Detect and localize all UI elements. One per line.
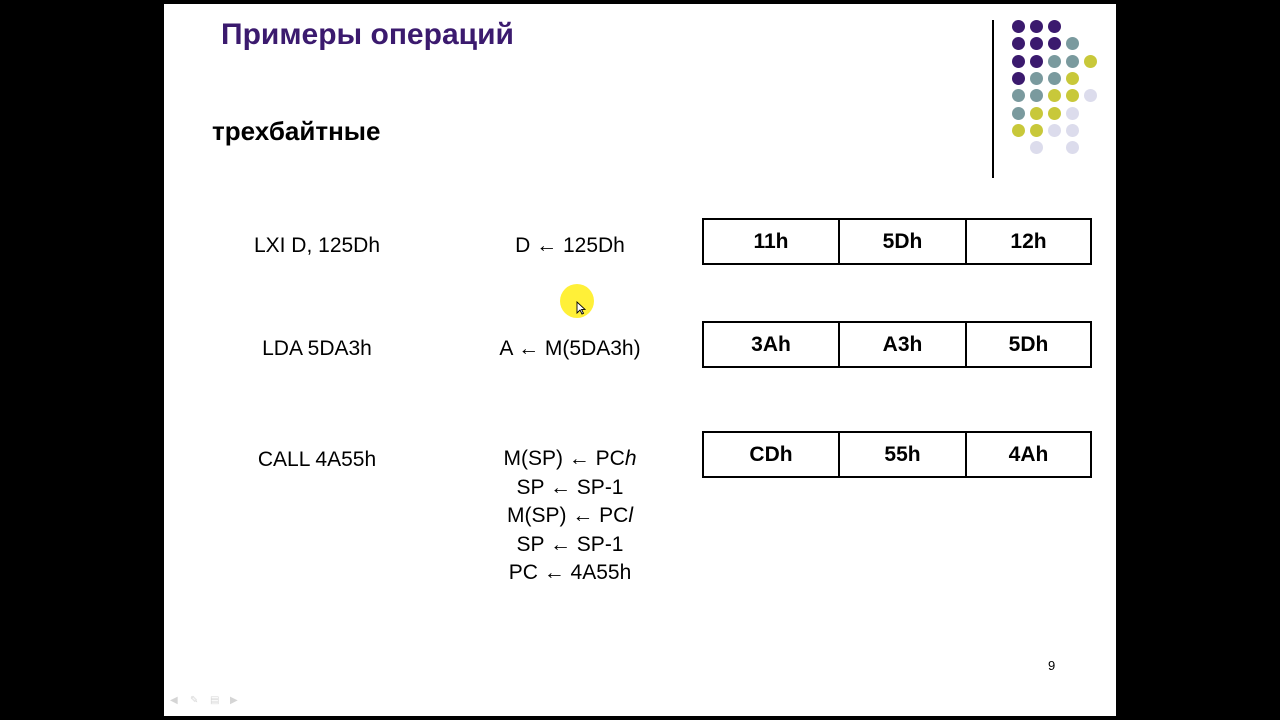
- slide-subtitle: трехбайтные: [212, 116, 381, 146]
- decor-dot: [1030, 124, 1043, 137]
- instruction-text: CALL 4A55h: [257, 448, 377, 471]
- operation-row-call: [164, 431, 1116, 584]
- decor-dot: [1066, 55, 1079, 68]
- decor-dot: [1030, 20, 1043, 33]
- decor-dot: [1030, 37, 1043, 50]
- byte-cell: A3h: [838, 323, 965, 366]
- decor-dot: [1030, 141, 1043, 154]
- mouse-pointer-icon: [576, 301, 586, 315]
- byte-table: [702, 431, 1092, 478]
- next-slide-icon[interactable]: ▶: [230, 695, 238, 706]
- decor-dot: [1048, 72, 1061, 85]
- byte-cell: 5Dh: [838, 220, 965, 263]
- decor-dot-grid: [1004, 18, 1100, 178]
- decor-dot: [1066, 72, 1079, 85]
- byte-cell: 4Ah: [965, 433, 1090, 476]
- decor-dot: [1048, 89, 1061, 102]
- operation-text: [450, 232, 690, 261]
- decor-dot: [1066, 37, 1079, 50]
- byte-table: [702, 321, 1092, 368]
- prev-slide-icon[interactable]: ◀: [170, 695, 178, 706]
- slide: [164, 4, 1116, 716]
- byte-cell: 11h: [753, 229, 789, 253]
- decor-dot: [1084, 55, 1097, 68]
- decor-dot: [1012, 89, 1025, 102]
- decor-dot: [1066, 89, 1079, 102]
- slide-title: Примеры операций: [221, 18, 514, 51]
- decor-dot: [1048, 107, 1061, 120]
- slide-navigation[interactable]: [170, 696, 244, 706]
- operation-line: M(SP) ← PCh: [503, 447, 637, 470]
- decor-dot: [1012, 124, 1025, 137]
- menu-icon[interactable]: ▤: [210, 695, 220, 706]
- byte-cell: 3Ah: [751, 332, 791, 356]
- byte-cell: 12h: [965, 220, 1090, 263]
- operation-row-lxi: [164, 218, 1116, 278]
- operation-text: [450, 335, 690, 364]
- decor-dot: [1012, 107, 1025, 120]
- decor-dot: [1012, 37, 1025, 50]
- operation-row-lda: [164, 321, 1116, 381]
- decor-dot: [1012, 72, 1025, 85]
- byte-cell: CDh: [749, 442, 793, 466]
- operation-text: [450, 445, 690, 588]
- operation-line: SP ← SP-1: [516, 532, 624, 556]
- instruction-text: LDA 5DA3h: [262, 337, 372, 360]
- decor-vertical-line: [992, 20, 994, 178]
- pen-icon[interactable]: ✎: [190, 695, 199, 706]
- decor-dot: [1048, 124, 1061, 137]
- byte-cell: 5Dh: [965, 323, 1090, 366]
- decor-dot: [1030, 72, 1043, 85]
- decor-dot: [1048, 37, 1061, 50]
- decor-dot: [1030, 89, 1043, 102]
- operation-line: M(SP) ← PCl: [506, 504, 633, 527]
- decor-dot: [1048, 20, 1061, 33]
- operation-line: PC ← 4A55h: [508, 561, 632, 584]
- decor-dot: [1066, 124, 1079, 137]
- operation-line: SP ← SP-1: [516, 475, 624, 499]
- decor-dot: [1084, 89, 1097, 102]
- decor-dot: [1030, 55, 1043, 68]
- operation-line: A ← M(5DA3h): [499, 337, 641, 360]
- decor-dot: [1066, 141, 1079, 154]
- operation-line: D ← 125Dh: [515, 234, 625, 257]
- byte-cell: 55h: [838, 433, 965, 476]
- instruction-text: LXI D, 125Dh: [253, 234, 381, 257]
- decor-dot: [1012, 55, 1025, 68]
- decor-dot: [1030, 107, 1043, 120]
- byte-table: [702, 218, 1092, 265]
- decor-dot: [1066, 107, 1079, 120]
- decor-dot: [1012, 20, 1025, 33]
- page-number: 9: [1048, 658, 1056, 673]
- decor-dot: [1048, 55, 1061, 68]
